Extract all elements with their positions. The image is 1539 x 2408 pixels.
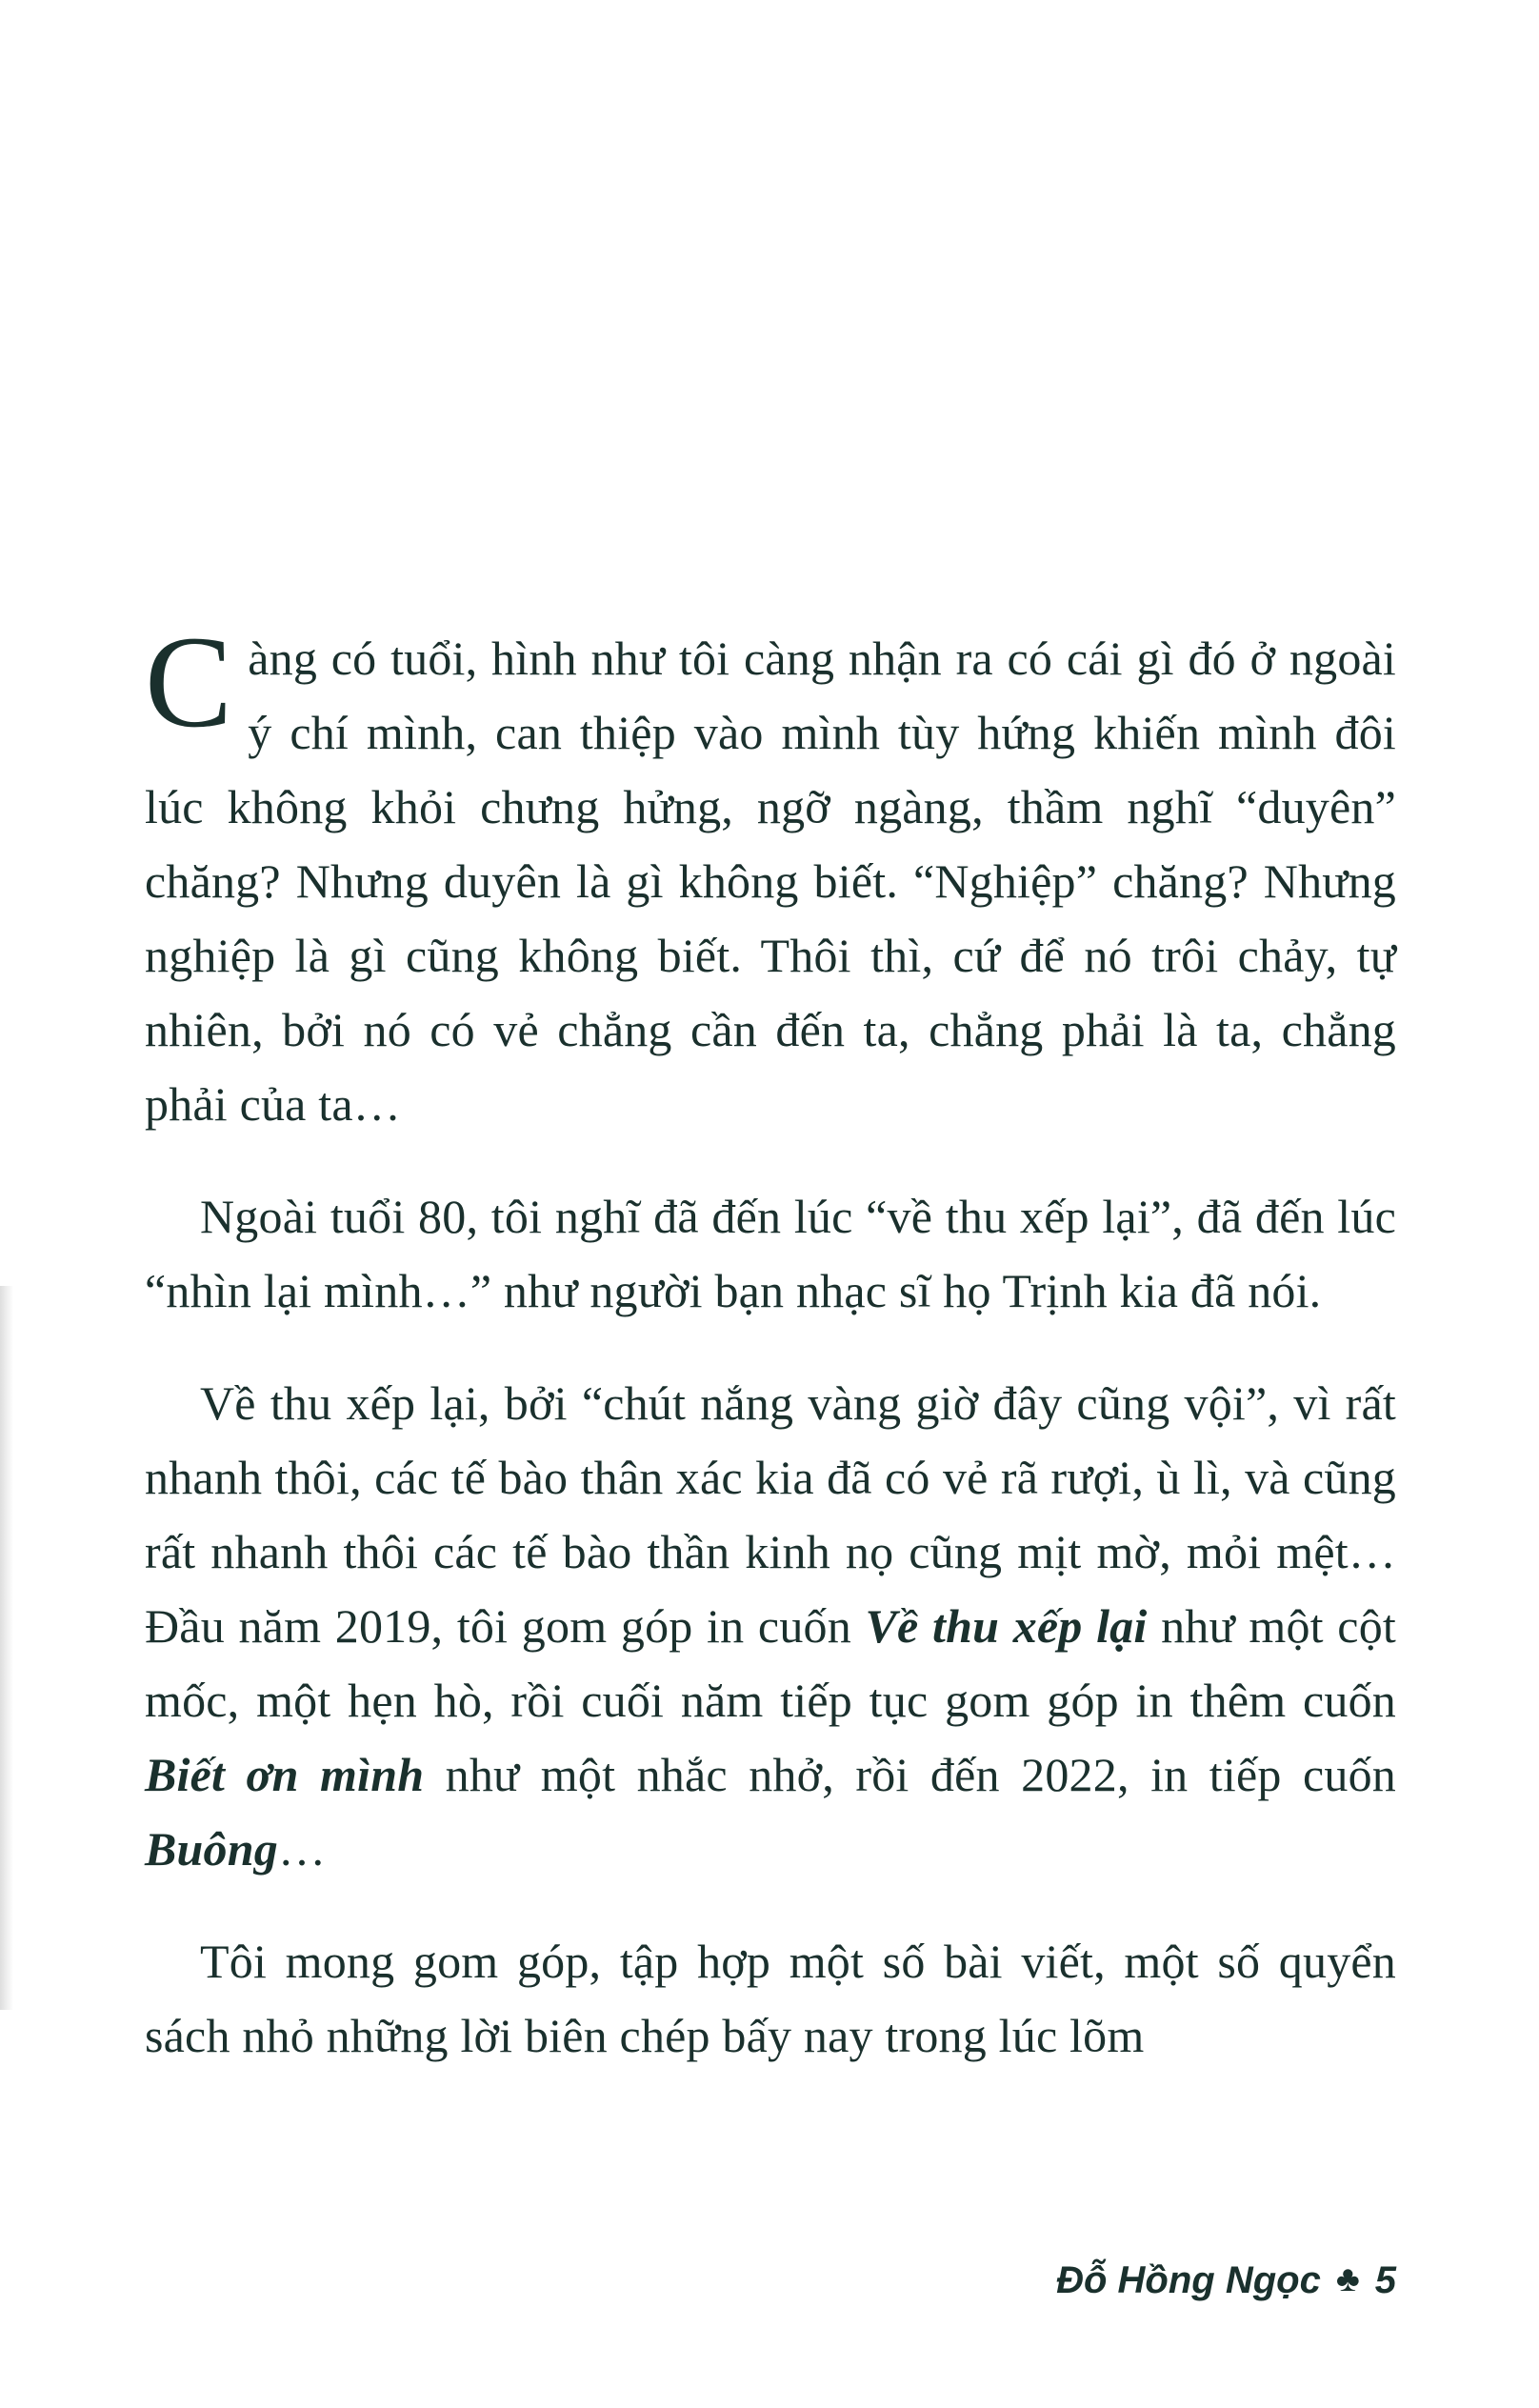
- dropcap-letter: C: [145, 609, 233, 754]
- paragraph: [145, 1924, 1396, 2073]
- book-title: Biết ơn mình: [145, 1748, 425, 1801]
- text-run: như một nhắc nhở, rồi đến 2022, in tiếp cuốn: [424, 1748, 1396, 1801]
- page-body-text: [145, 609, 1396, 2111]
- text-run: àng có tuổi, hình như tôi càng nhận ra có cái gì đó ở ngoài ý chí mình, can thiệp vào mình tùy hứng khiến mình đôi lúc không khỏi chưng hửng, ngỡ ngàng, thầm nghĩ “duyên” chăng? Nhưng duyên là gì không biết. “Nghiệp” chăng? Nhưng nghiệp là gì cũng không biết. Thôi thì, cứ để nó trôi chảy, tự nhiên, bởi nó có vẻ chẳng cần đến ta, chẳng phải là ta, chẳng phải của ta…: [145, 632, 1396, 1131]
- club-suit-icon: ♣: [1335, 2259, 1360, 2299]
- book-title: Về thu xếp lại: [865, 1599, 1148, 1653]
- text-run: …: [277, 1822, 327, 1876]
- author-name: Đỗ Hồng Ngọc: [1056, 2259, 1321, 2301]
- paragraph: [145, 1179, 1396, 1328]
- scan-edge-shadow: [0, 1286, 13, 2010]
- page-number: 5: [1374, 2259, 1396, 2301]
- text-run: Về thu xếp lại, bởi “chút nắng vàng giờ đây cũng vội”, vì rất nhanh thôi, các tế bào thân xác kia đã có vẻ rã rượi, ù lì, và cũng rất nhanh thôi các tế bào thần kinh nọ cũng mịt mờ, mỏi mệt… Đầu năm 2019, tôi gom góp in cuốn: [145, 1376, 1396, 1653]
- text-run: như một cột mốc, một hẹn hò, rồi cuối năm tiếp tục gom góp in thêm cuốn: [145, 1599, 1396, 1727]
- book-title: Buông: [145, 1822, 278, 1876]
- paragraph: [145, 609, 1396, 1141]
- text-run: Tôi mong gom góp, tập hợp một số bài viết, một số quyển sách nhỏ những lời biên chép bấy nay trong lúc lõm: [145, 1935, 1396, 2062]
- text-run: Ngoài tuổi 80, tôi nghĩ đã đến lúc “về thu xếp lại”, đã đến lúc “nhìn lại mình…” như người bạn nhạc sĩ họ Trịnh kia đã nói.: [145, 1190, 1396, 1317]
- paragraph: [145, 1366, 1396, 1886]
- page-footer: [1056, 2259, 1396, 2302]
